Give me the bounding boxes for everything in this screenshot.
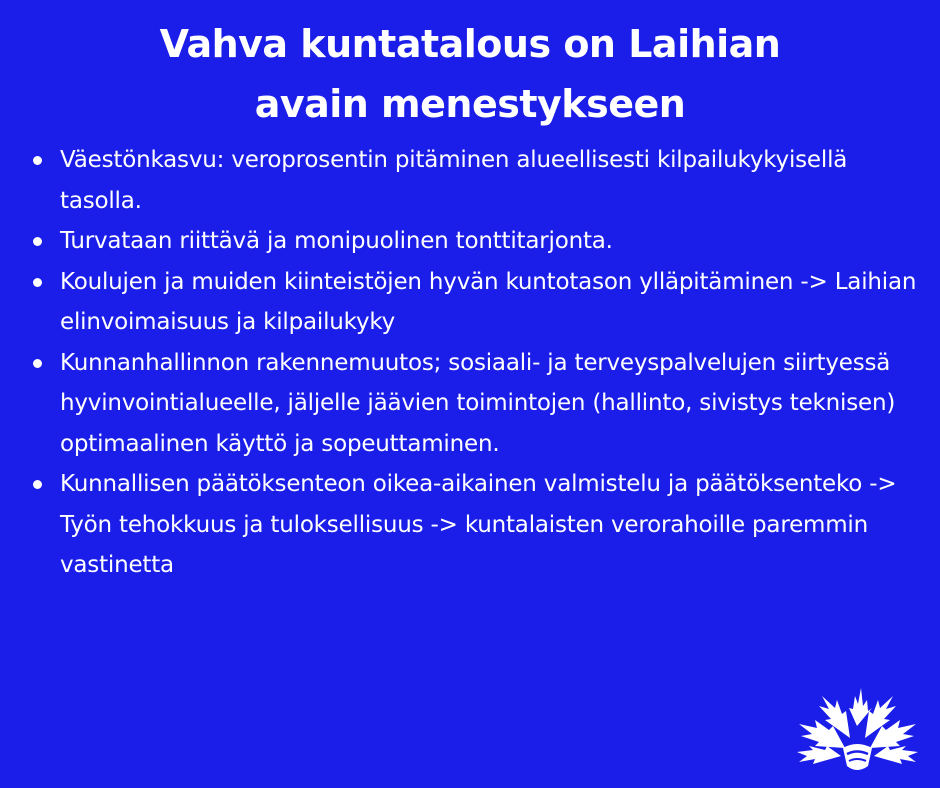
bullet-dot-icon	[33, 156, 42, 165]
list-item	[30, 221, 920, 262]
list-item	[30, 464, 920, 586]
list-item-text: Turvataan riittävä ja monipuolinen tonttitarjonta.	[60, 228, 613, 254]
list-item	[30, 262, 920, 343]
title-line-2: avain menestykseen	[254, 82, 686, 126]
list-item-text: Koulujen ja muiden kiinteistöjen hyvän kuntotason ylläpitäminen -> Laihian elinvoimaisuus ja kilpailukyky	[60, 268, 917, 335]
list-item-text: Kunnallisen päätöksenteon oikea-aikainen valmistelu ja päätöksenteko -> Työn tehokkuus ja tuloksellisuus -> kuntalaisten verorahoille paremmin vastinetta	[60, 471, 897, 578]
bullet-dot-icon	[33, 237, 42, 246]
bullet-dot-icon	[33, 278, 42, 287]
bullet-list	[30, 140, 920, 586]
bullet-dot-icon	[33, 359, 42, 368]
title-line-1: Vahva kuntatalous on Laihian	[159, 22, 781, 66]
list-item-text: Väestönkasvu: veroprosentin pitäminen alueellisesti kilpailukykyisellä tasolla.	[60, 147, 848, 214]
list-item	[30, 140, 920, 221]
list-item	[30, 343, 920, 465]
page-title	[40, 14, 900, 134]
flower-logo-icon	[795, 686, 920, 778]
bullet-dot-icon	[33, 480, 42, 489]
list-item-text: Kunnanhallinnon rakennemuutos; sosiaali- ja terveyspalvelujen siirtyessä hyvinvointialueelle, jäljelle jäävien toimintojen (hallinto, sivistys teknisen) optimaalinen käyttö ja sopeuttaminen.	[60, 349, 896, 457]
